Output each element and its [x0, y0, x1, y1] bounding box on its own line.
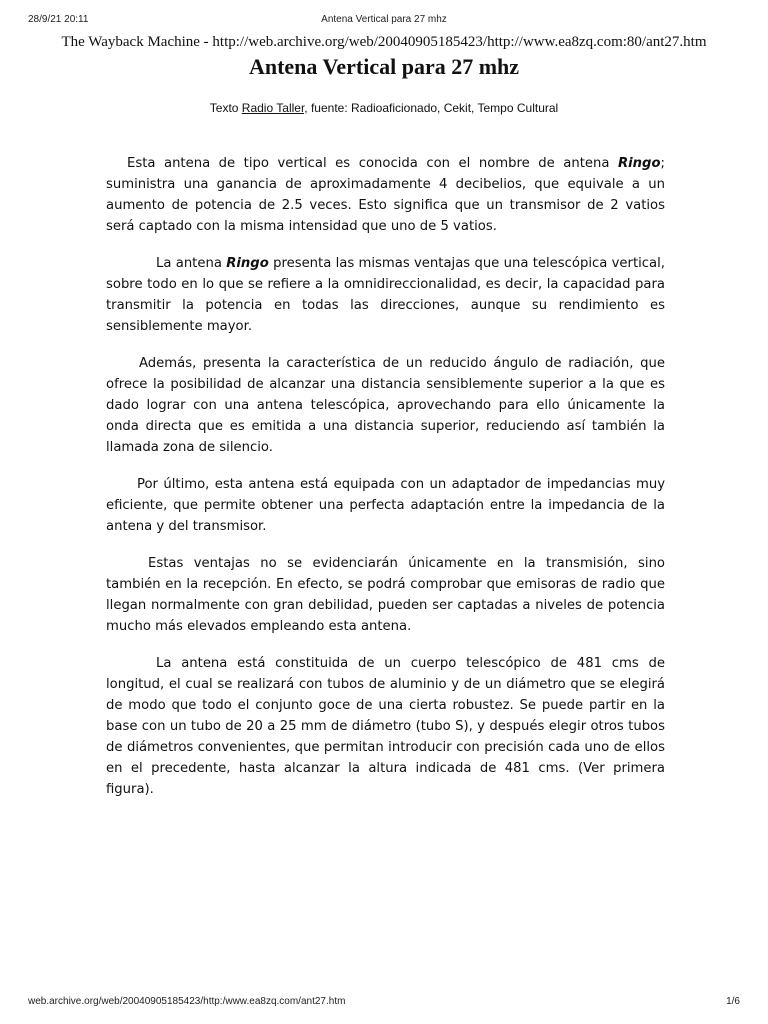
paragraph-1 — [106, 153, 665, 237]
print-footer-url: web.archive.org/web/20040905185423/http:/www.ea8zq.com/ant27.htm — [28, 996, 346, 1007]
print-header — [28, 14, 740, 28]
wayback-banner: The Wayback Machine - http://web.archive.org/web/20040905185423/http://www.ea8zq.com:80/ant27.htm — [61, 34, 707, 50]
credit-suffix: fuente: Radioaficionado, Cekit, Tempo Cultural — [307, 101, 559, 115]
paragraph-6: La antena está constituida de un cuerpo telescópico de 481 cms de longitud, el cual se realizará con tubos de aluminio y de un diámetro que se elegirá de modo que todo el conjunto goce de una cierta robustez. Se puede partir en la base con un tubo de 20 a 25 mm de diámetro (tubo S), y después elegir otros tubos de diámetros convenientes, que permitan introducir con precisión cada uno de ellos en el precedente, hasta alcanzar la altura indicada de 481 cms. (Ver primera figura). — [106, 656, 665, 797]
ringo-emphasis: Ringo — [226, 256, 269, 271]
credit-line — [0, 101, 768, 115]
paragraph-2-text-b: presenta las mismas ventajas que una telescópica vertical, sobre todo en lo que se refiere a la omnidireccionalidad, es decir, la capacidad para transmitir la potencia en todas las direcciones, aunque su rendimiento es sensiblemente mayor. — [106, 256, 665, 334]
paragraph-5: Estas ventajas no se evidenciarán únicamente en la transmisión, sino también en la recepción. En efecto, se podrá comprobar que emisoras de radio que llegan normalmente con gran debilidad, pueden ser captadas a niveles de potencia mucho más elevados empleando esta antena. — [106, 556, 665, 634]
print-datetime: 28/9/21 20:11 — [28, 14, 89, 25]
paragraph-2 — [106, 253, 665, 337]
page-number: 1/6 — [726, 996, 740, 1007]
paragraph-1-text-a: Esta antena de tipo vertical es conocida con el nombre de antena — [127, 156, 618, 171]
paragraph-2-text-a: La antena — [156, 256, 227, 271]
print-tab-title: Antena Vertical para 27 mhz — [321, 14, 447, 25]
paragraph-3: Además, presenta la característica de un reducido ángulo de radiación, que ofrece la posibilidad de alcanzar una distancia sensiblemente superior a la que es dado lograr con una antena telescópica, aprovechando para ello únicamente la onda directa que es emitida a una distancia superior, reduciendo así también la llamada zona de silencio. — [106, 356, 665, 455]
credit-prefix: Texto — [209, 101, 242, 115]
radio-taller-link[interactable]: Radio Taller, — [241, 101, 308, 115]
paragraph-1-text-b: ; suministra una ganancia de aproximadamente 4 decibelios, que equivale a un aumento de potencia de 2.5 veces. Esto significa que un transmisor de 2 vatios será captado con la misma intensidad que uno de 5 vatios. — [106, 156, 665, 234]
article-body — [106, 153, 665, 816]
paragraph-4: Por último, esta antena está equipada con un adaptador de impedancias muy eficiente, que permite obtener una perfecta adaptación entre la impedancia de la antena y del transmisor. — [106, 477, 665, 534]
page-title: Antena Vertical para 27 mhz — [248, 54, 520, 79]
ringo-emphasis: Ringo — [617, 156, 661, 171]
print-footer — [28, 996, 740, 1010]
